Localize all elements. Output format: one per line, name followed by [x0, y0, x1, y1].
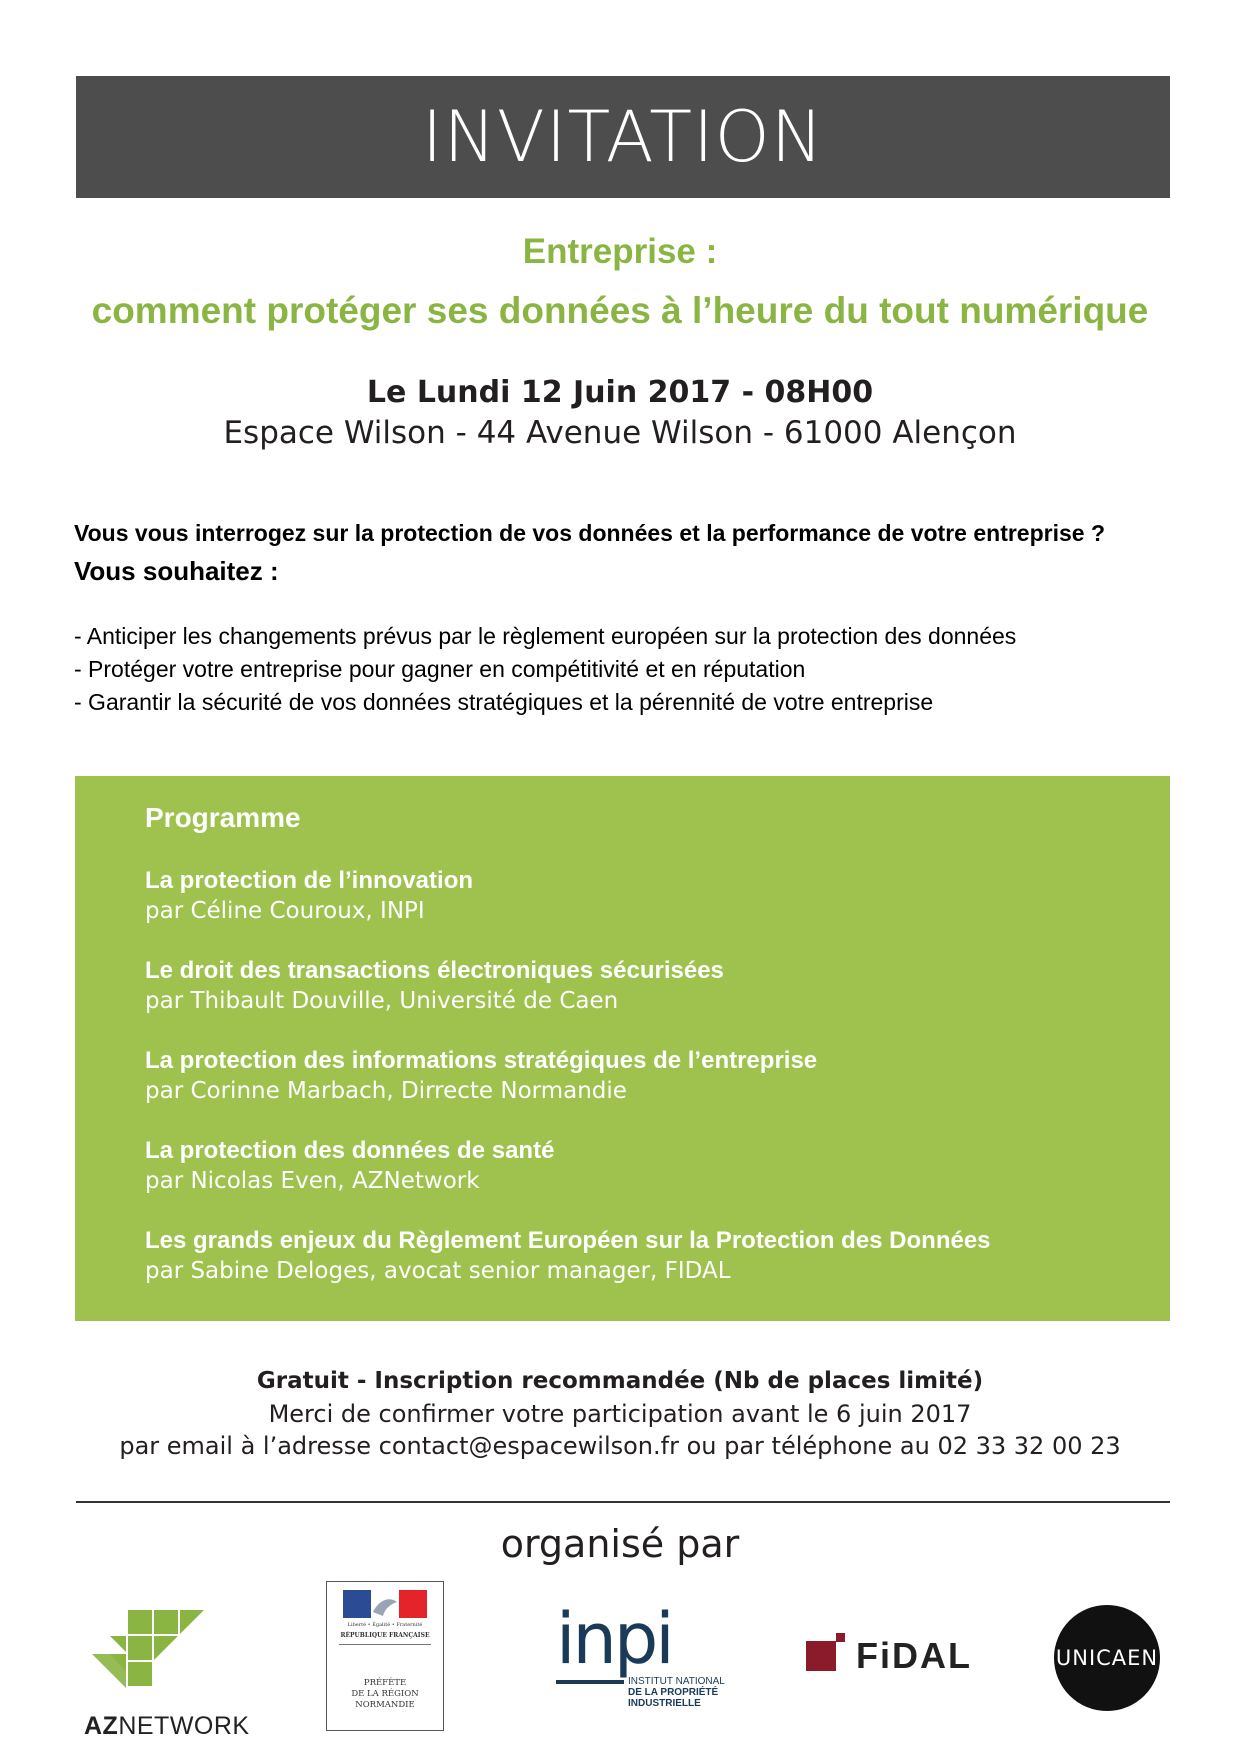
- fidal-wordmark: FiDAL: [856, 1635, 972, 1676]
- contact-details: par email à l’adresse contact@espacewilson.fr ou par téléphone au 02 33 32 00 23: [119, 1432, 1121, 1460]
- event-venue: Espace Wilson - 44 Avenue Wilson - 61000 Alençon: [223, 415, 1017, 451]
- intro-bullet-list: [74, 620, 1016, 719]
- divider: [76, 1501, 1170, 1503]
- intro-bullet: - Protéger votre entreprise pour gagner en compétitivité et en réputation: [74, 656, 806, 682]
- marianne-flag-icon: [327, 1582, 443, 1622]
- programme-talk: [145, 1136, 991, 1226]
- programme-title: Programme: [145, 802, 301, 833]
- prefecture-logo: [326, 1581, 444, 1731]
- talk-speaker: par Céline Couroux, INPI: [145, 898, 425, 924]
- talk-speaker: par Sabine Deloges, avocat senior manager, FIDAL: [145, 1258, 731, 1284]
- intro-question: Vous vous interrogez sur la protection de vos données et la performance de votre entreprise ?: [74, 520, 1106, 546]
- talk-title: La protection de l’innovation: [145, 867, 474, 894]
- inpi-fullname: INSTITUT NATIONAL DE LA PROPRIÉTÉ INDUSTRIELLE: [628, 1676, 725, 1709]
- prefecture-name: PRÉFÈTE DE LA RÉGION NORMANDIE: [351, 1678, 419, 1710]
- talk-speaker: par Corinne Marbach, Dirrecte Normandie: [145, 1078, 627, 1104]
- fidal-logo: [806, 1633, 996, 1683]
- organized-by-label: organisé par: [500, 1522, 740, 1566]
- inpi-logo: [556, 1598, 736, 1712]
- talk-title: La protection des données de santé: [145, 1137, 555, 1164]
- invitation-title: INVITATION: [76, 76, 1170, 198]
- prefecture-republic: RÉPUBLIQUE FRANÇAISE: [340, 1632, 430, 1639]
- programme-talk: [145, 1226, 991, 1316]
- talk-speaker: par Thibault Douville, Université de Caen: [145, 988, 619, 1014]
- event-date: Le Lundi 12 Juin 2017 - 08H00: [366, 375, 874, 410]
- aznetwork-logo: [84, 1610, 250, 1740]
- inpi-underline: [556, 1680, 624, 1684]
- event-subtitle-line1: Entreprise :: [522, 232, 718, 271]
- programme-talk: [145, 866, 991, 956]
- registration-note: Gratuit - Inscription recommandée (Nb de places limité): [256, 1368, 984, 1394]
- intro-bullet: - Garantir la sécurité de vos données stratégiques et la pérennité de votre entreprise: [74, 689, 934, 715]
- intro-bullet: - Anticiper les changements prévus par le règlement européen sur la protection des données: [74, 623, 1017, 649]
- intro-wish: Vous souhaitez :: [74, 556, 279, 586]
- fidal-square-icon: [806, 1633, 848, 1673]
- unicaen-logo: UNICAEN: [1054, 1605, 1160, 1711]
- event-subtitle-line2: comment protéger ses données à l’heure du tout numérique: [91, 290, 1149, 331]
- programme-panel: [75, 776, 1170, 1321]
- programme-talk: [145, 1046, 991, 1136]
- talk-title: Le droit des transactions électroniques sécurisées: [145, 957, 724, 984]
- talk-title: La protection des informations stratégiques de l’entreprise: [145, 1047, 818, 1074]
- inpi-wordmark: inpi: [556, 1598, 672, 1680]
- prefecture-separator: [339, 1644, 431, 1645]
- aznetwork-wordmark: AZNETWORK: [84, 1712, 250, 1740]
- talk-speaker: par Nicolas Even, AZNetwork: [145, 1168, 480, 1194]
- aznetwork-mark-icon: [84, 1610, 204, 1705]
- talk-title: Les grands enjeux du Règlement Européen sur la Protection des Données: [145, 1227, 991, 1254]
- programme-talk-list: [145, 866, 991, 1316]
- programme-talk: [145, 956, 991, 1046]
- prefecture-motto: Liberté • Égalité • Fraternité: [347, 1622, 423, 1628]
- confirmation-deadline: Merci de confirmer votre participation avant le 6 juin 2017: [268, 1400, 972, 1428]
